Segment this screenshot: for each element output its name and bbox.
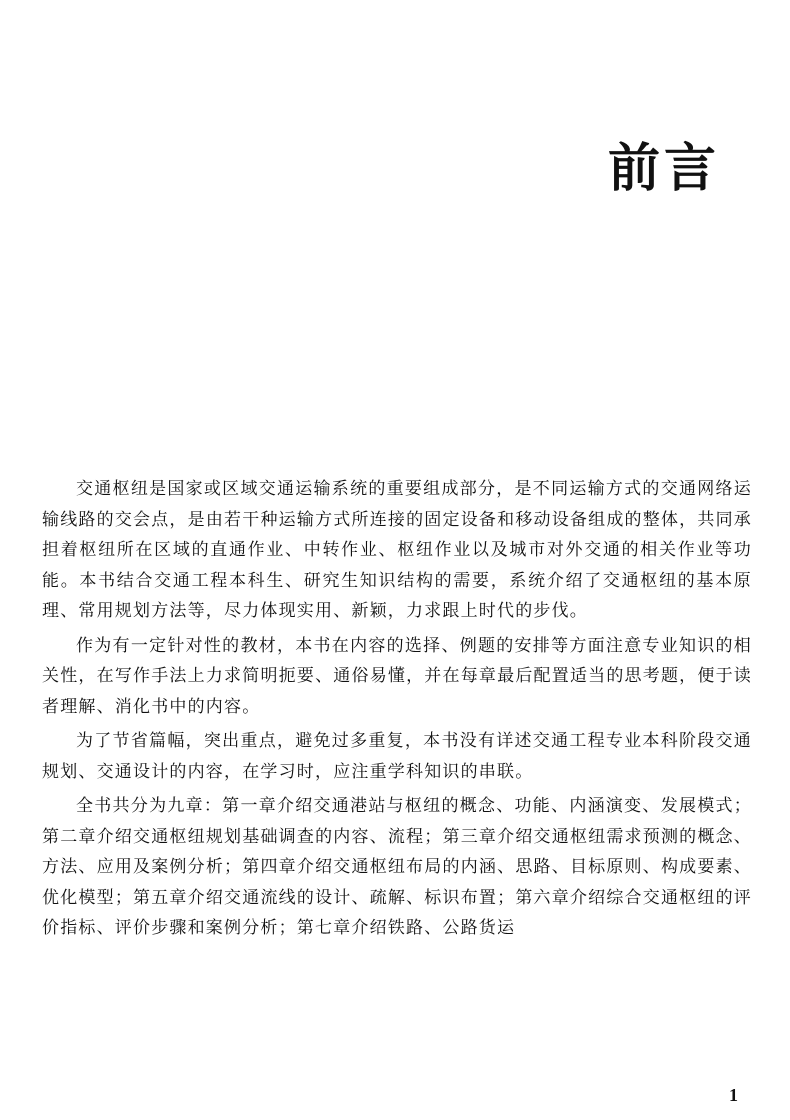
paragraph: 作为有一定针对性的教材，本书在内容的选择、例题的安排等方面注意专业知识的相关性，在写作手法上力求简明扼要、通俗易懂，并在每章最后配置适当的思考题，便于读者理解、消化书中的内容。 xyxy=(42,635,752,717)
paragraph: 交通枢纽是国家或区域交通运输系统的重要组成部分，是不同运输方式的交通网络运输线路的交会点，是由若干种运输方式所连接的固定设备和移动设备组成的整体，共同承担着枢纽所在区域的直通作业、中转作业、枢纽作业以及城市对外交通的相关作业等功能。本书结合交通工程本科生、研究生知识结构的需要，系统介绍了交通枢纽的基本原理、常用规划方法等，尽力体现实用、新颖，力求跟上时代的步伐。 xyxy=(42,479,752,621)
paragraph: 为了节省篇幅，突出重点，避免过多重复，本书没有详述交通工程专业本科阶段交通规划、交通设计的内容，在学习时，应注重学科知识的串联。 xyxy=(42,731,752,782)
paragraph: 全书共分为九章：第一章介绍交通港站与枢纽的概念、功能、内涵演变、发展模式；第二章介绍交通枢纽规划基础调查的内容、流程；第三章介绍交通枢纽需求预测的概念、方法、应用及案例分析；第四章介绍交通枢纽布局的内涵、思路、目标原则、构成要素、优化模型；第五章介绍交通流线的设计、疏解、标识布置；第六章介绍综合交通枢纽的评价指标、评价步骤和案例分析；第七章介绍铁路、公路货运 xyxy=(42,796,752,938)
page-title: 前言 xyxy=(607,138,720,199)
preface-body xyxy=(42,474,752,948)
page-number: 1 xyxy=(729,1085,738,1105)
